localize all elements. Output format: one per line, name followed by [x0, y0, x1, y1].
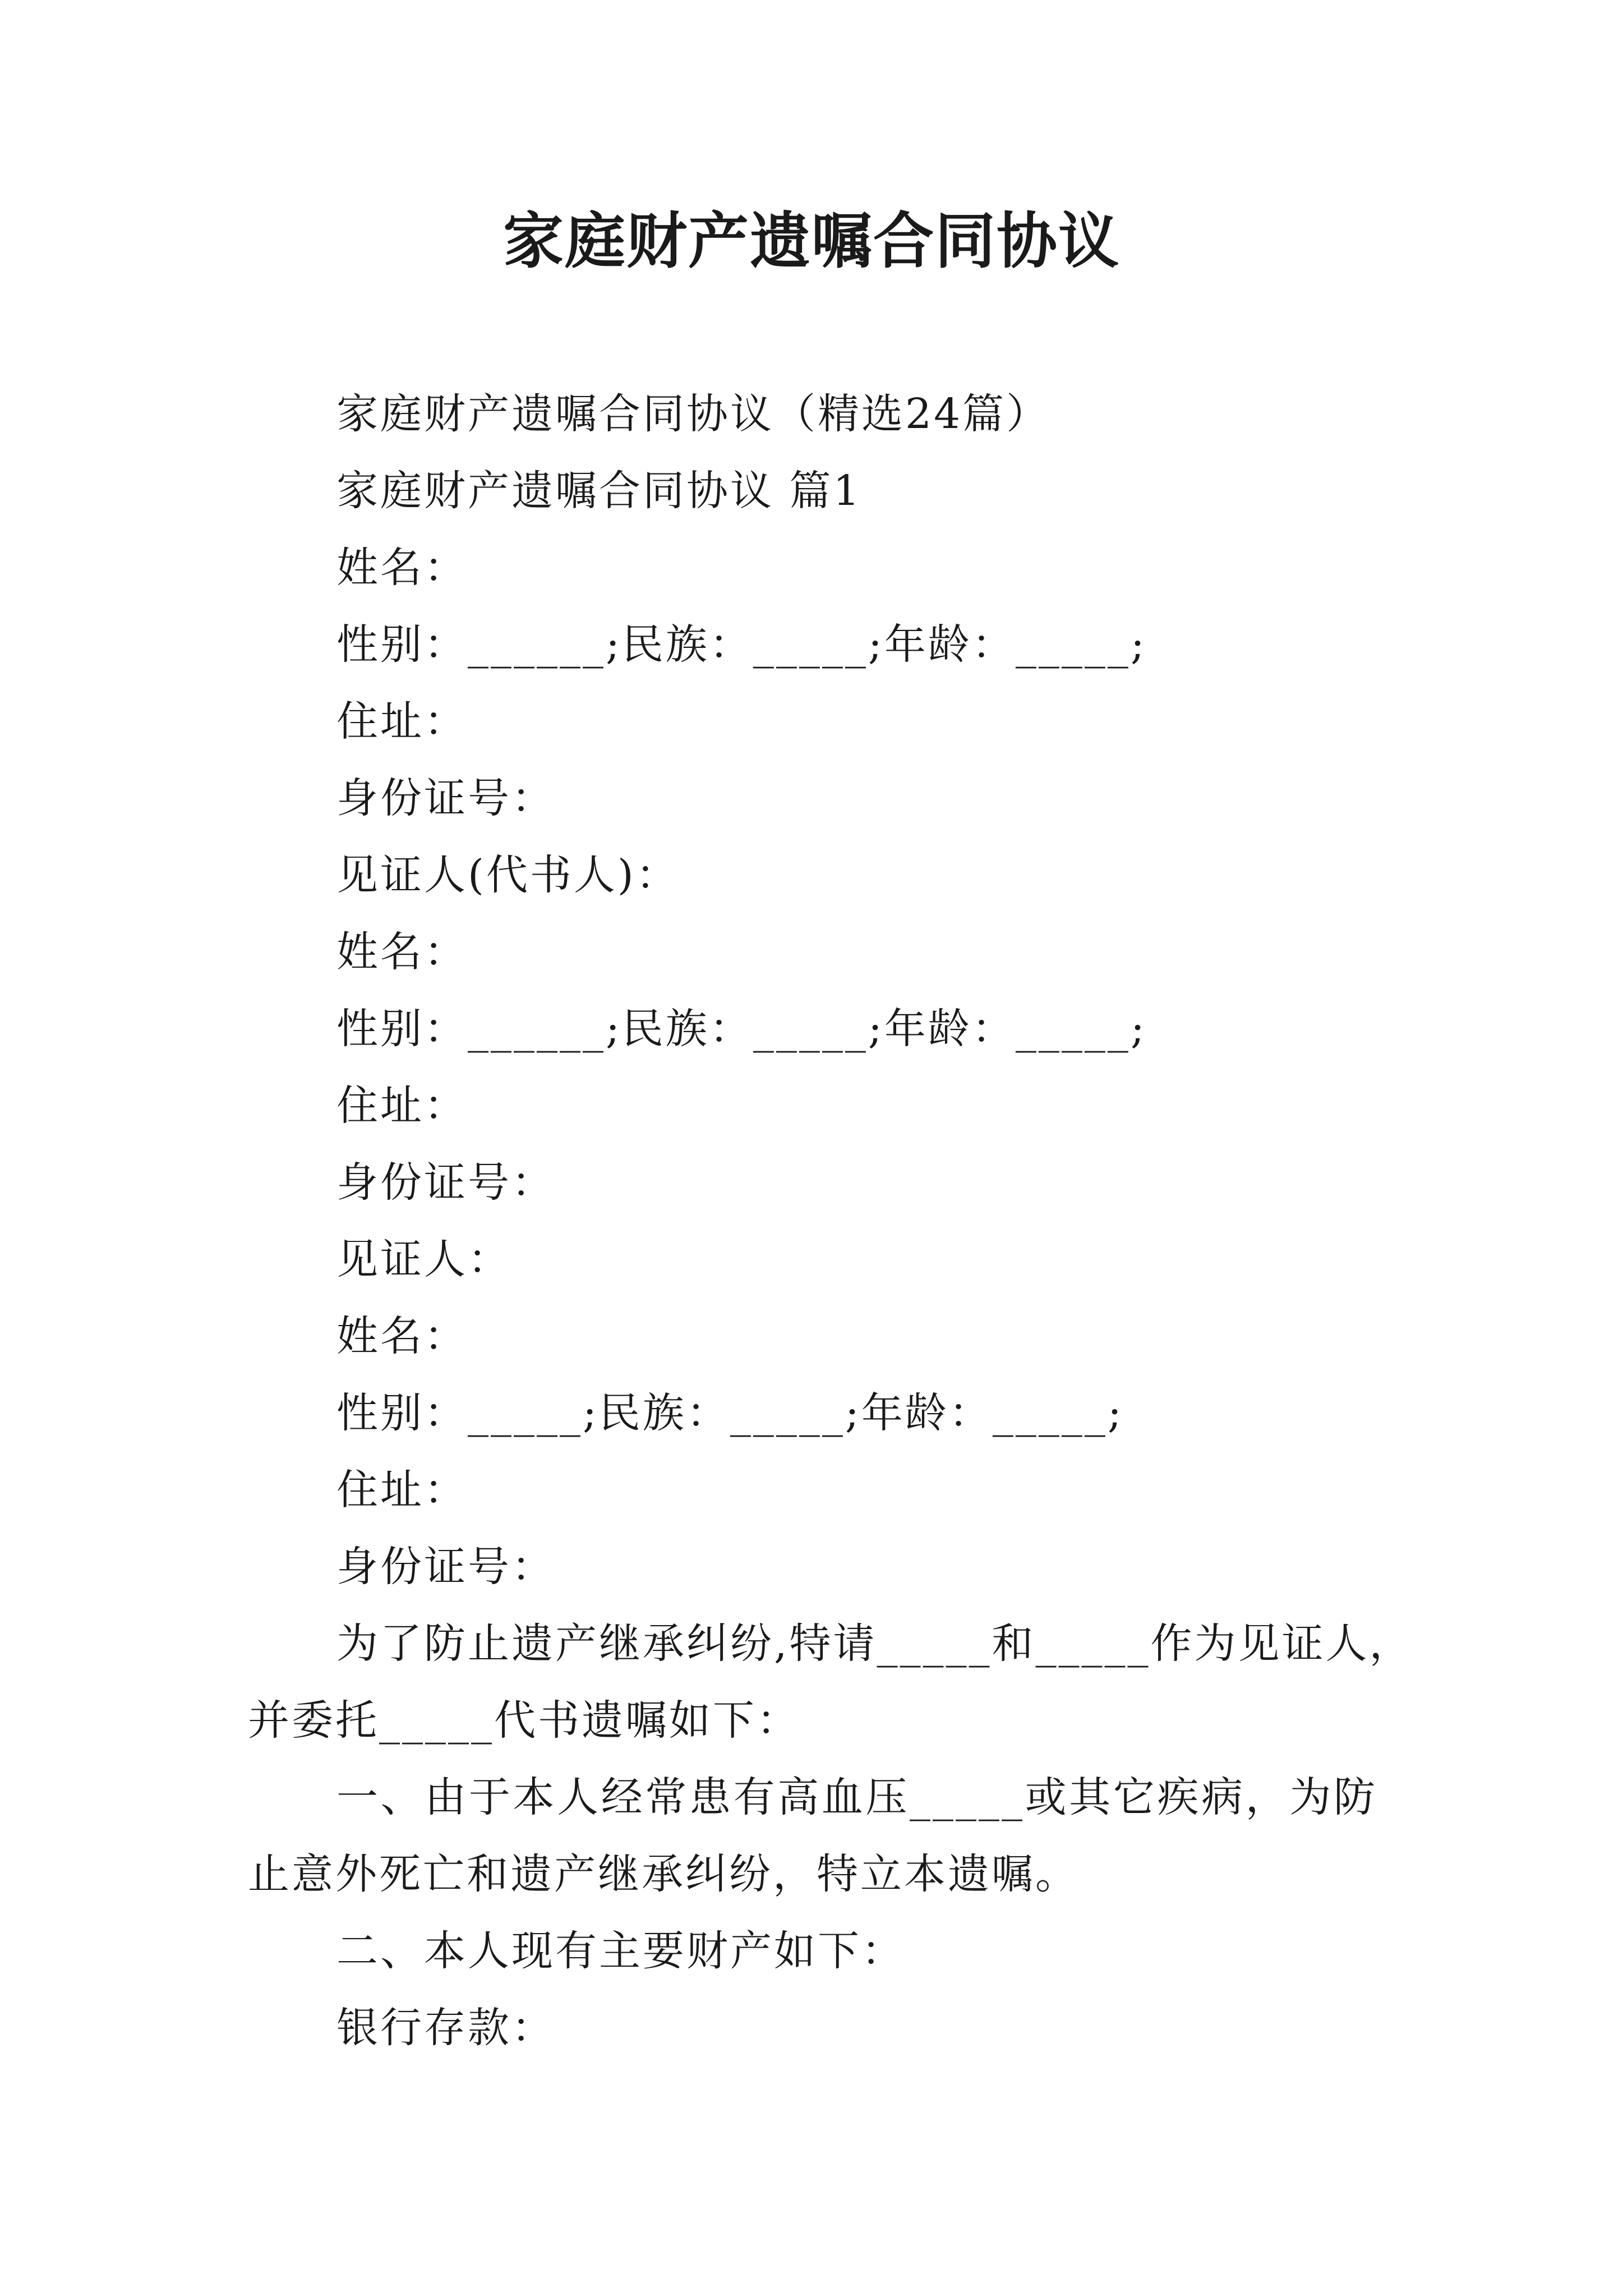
testator-id-field: 身份证号：	[336, 774, 555, 822]
document-subtitle: 家庭财产遗嘱合同协议（精选24篇）	[336, 390, 1050, 438]
witness-scribe-address-field: 住址：	[336, 1082, 468, 1130]
paragraph-line: 并委托_____代书遗嘱如下：	[248, 1696, 800, 1745]
section-heading: 家庭财产遗嘱合同协议 篇1	[336, 467, 862, 515]
testator-gender-ethnicity-age-field: 性别：______;民族：_____;年龄：_____;	[336, 620, 1147, 669]
witness-heading: 见证人：	[336, 1235, 511, 1283]
document-title: 家庭财产遗嘱合同协议	[502, 206, 1120, 277]
witness-address-field: 住址：	[336, 1466, 468, 1514]
witness-scribe-name-field: 姓名：	[336, 928, 468, 976]
witness-scribe-id-field: 身份证号：	[336, 1158, 555, 1207]
paragraph-line: 二、本人现有主要财产如下：	[336, 1927, 905, 1975]
bank-deposit-field: 银行存款：	[336, 2004, 555, 2052]
testator-address-field: 住址：	[336, 697, 468, 746]
witness-name-field: 姓名：	[336, 1312, 468, 1360]
paragraph-line: 一、由于本人经常患有高血压_____或其它疾病，为防	[336, 1773, 1377, 1821]
paragraph-line: 为了防止遗产继承纠纷,特请_____和_____作为见证人，	[336, 1619, 1413, 1668]
paragraph-line: 止意外死亡和遗产继承纠纷，特立本遗嘱。	[248, 1850, 1079, 1898]
witness-scribe-gender-ethnicity-age-field: 性别：______;民族：_____;年龄：_____;	[336, 1005, 1147, 1053]
witness-scribe-heading: 见证人(代书人)：	[336, 851, 680, 899]
witness-id-field: 身份证号：	[336, 1543, 555, 1591]
witness-gender-ethnicity-age-field: 性别：_____;民族：_____;年龄：_____;	[336, 1389, 1124, 1437]
testator-name-field: 姓名：	[336, 544, 468, 592]
